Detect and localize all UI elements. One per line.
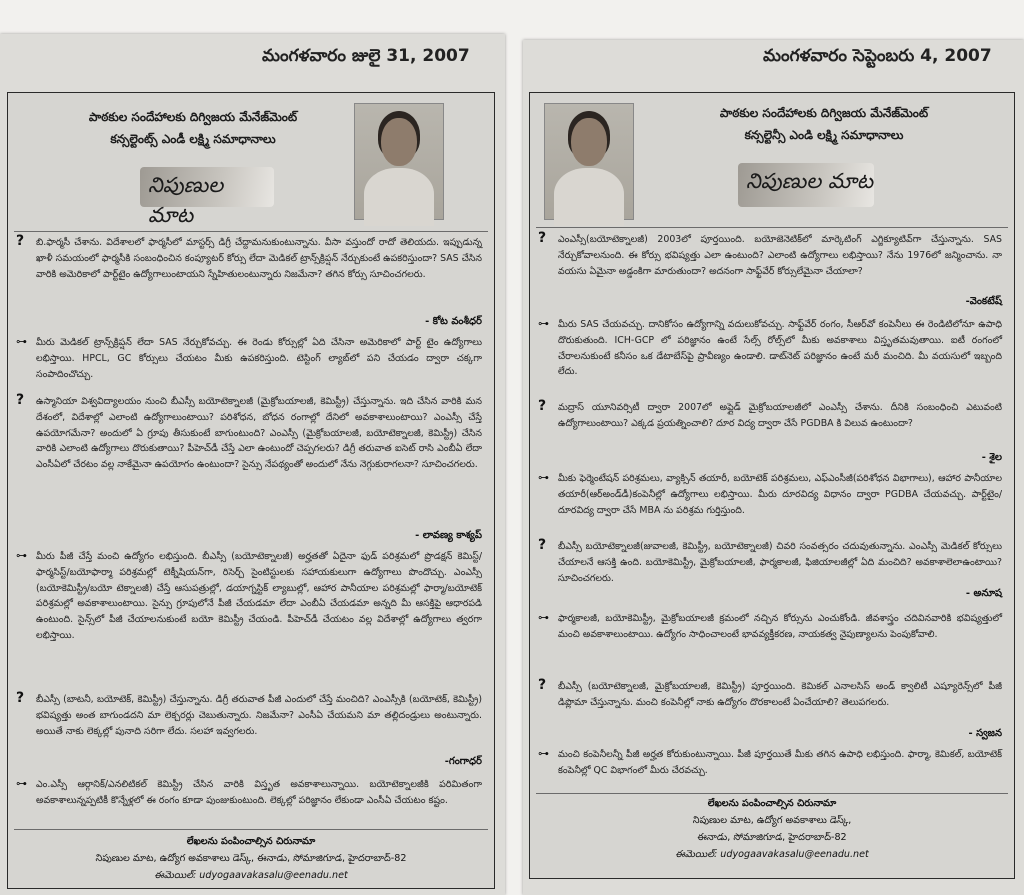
left-footer xyxy=(18,833,484,884)
right-question-4: బీఎస్సీ (బయోటెక్నాలజీ, మైక్రోబయాలజీ, కెమిస్ట్రీ) పూర్తయింది. కెమికల్ ఎనాలసిస్ అండ్ క్వాలిటీ ఎష్యూరెన్స్‌లో పీజీ డిప్లొమా చేస్తున్నాను. మంచి కంపెనీల్లో నాకు ఉద్యోగం దొరకాలంటే ఏంచేయాలి? తెలుపగలరు. xyxy=(558,681,1002,708)
left-title-line1: పాఠకుల సందేహాలకు దిగ్విజయ మేనేజ్‌మెంట్ xyxy=(88,110,298,124)
right-footer-address-2: ఈనాడు, సోమాజిగూడ, హైదరాబాద్-82 xyxy=(697,832,847,843)
left-footer-email: ఈమెయిల్: udyogaavakasalu@eenadu.net xyxy=(154,870,348,881)
right-title-line1: పాఠకుల సందేహాలకు దిగ్విజయ మేనేజ్‌మెంట్ xyxy=(719,106,929,120)
right-answer-1: మీరు SAS చేయవచ్చు. దానికోసం ఉద్యోగాన్ని వదులుకోవచ్చు. సాఫ్ట్‌వేర్ రంగం, సీఆర్‌వో కంపెనీలు ఈ రెండిటిలోనూ ఉపాధి దొరుకుతుంది. ICH-GCP లో పరిజ్ఞానం ఉంటే సేల్స్ రోల్స్‌లో మీకు అవకాశాలు విస్తృతమవుతాయి. ఐటీ రంగంలో చేరాలనుకుంటే కనీసం ఒక డేటాబేస్‌పై ప్రావీణ్యం ఉండాలి. డాట్‌నెట్ పరిజ్ఞానం ఉంటే మరీ మంచిది. మీ వయసులో ఇబ్బంది లేదు. xyxy=(558,319,1002,378)
right-footer-email: ఈమెయిల్: udyogaavakasalu@eenadu.net xyxy=(675,849,869,860)
right-article-box xyxy=(529,92,1015,879)
right-answer-3: ఫార్మకాలజీ, బయోకెమిస్ట్రీ, మైక్రోబయాలజీ క్రమంలో నచ్చిన కోర్సును ఎంచుకోండి. జీవశాస్త్రం చదివినవారికి భవిష్యత్తులో మంచి అవకాశాలుంటాయి. ఉద్యోగం సాధించాలంటే భావవ్యక్తీకరణ, నాయకత్వ నైపుణ్యాలను పెంపుకోవాలి. xyxy=(558,613,1002,640)
question-mark-icon: ? xyxy=(538,230,547,246)
right-logo-text: నిపుణుల మాట xyxy=(746,169,874,193)
question-mark-icon: ? xyxy=(538,537,547,553)
right-footer xyxy=(540,795,1004,863)
right-answer-2: మీకు ఫెర్మెంటేషన్ పరిశ్రమలు, వ్యాక్సిన్ తయారీ, బయోటెక్ పరిశ్రమలు, ఎఫ్ఎంసీజీ(పరిశోధన విభాగాలు), ఆహార పానీయాల తయారీ(ఆర్‌అండ్‌డీ)కంపెనీల్లో ఉద్యోగాలు లభిస్తాయి. మీరు దూరవిద్య విధానం ద్వారా PGDBA చేయవచ్చు. పార్ట్‌టైం/దూరవిద్య ద్వారా చేసే MBA ను పరిశ్రమ గుర్తిస్తుంది. xyxy=(558,473,1002,516)
right-header-divider xyxy=(536,227,1008,228)
question-mark-icon: ? xyxy=(16,233,25,249)
left-dateline: మంగళవారం జులై 31, 2007 xyxy=(262,46,470,66)
right-footer-heading: లేఖలను పంపించాల్సిన చిరునామా xyxy=(707,798,837,809)
right-clipping xyxy=(523,40,1024,895)
left-question-1: బి.ఫార్మసీ చేశాను. విదేశాలలో ఫార్మసీలో మాస్టర్స్ డిగ్రీ చేద్దామనుకుంటున్నాను. వీసా వస్తుందో రాదో తెలియదు. ఇప్పుడున్న ఖాళీ సమయంలో ఫార్మసీకి సంబంధించిన కంప్యూటర్ కోర్సు లేదా మెడికల్ ట్రాన్స్‌క్రిప్షన్ నేర్చుకుంటే ఉపకరిస్తుందా? SAS చేసిన వారికి అమెరికాలో పార్ట్‌టైం ఉద్యోగాలుంటాయని స్నేహితులంటున్నారు నిజమేనా? తగిన కోర్సు సూచించగలరు. xyxy=(36,237,482,280)
left-answer-1: మీరు మెడికల్ ట్రాన్స్‌క్రిప్షన్ లేదా SAS నేర్చుకోవచ్చు. ఈ రెండు కోర్సుల్లో ఏది చేసినా అమెరికాలో పార్ట్ టైం ఉద్యోగాలు లభిస్తాయి. HPCL, GC కోర్సులు చేయటం మీకు ఉపకరిస్తుంది. టెస్టింగ్ ల్యాబ్‌లో పని చేయడం ద్వారా చక్కగా సంపాదించొచ్చు. xyxy=(36,337,482,380)
answer-arrow-icon: ⊶ xyxy=(16,335,27,348)
right-author-photo xyxy=(544,103,634,220)
left-column-logo xyxy=(140,167,274,227)
left-question-3: బీఎస్సీ (బాటనీ, బయోటెక్, కెమిస్ట్రీ) చేస్తున్నాను. డిగ్రీ తరువాత పీజీ ఎందులో చేస్తే మంచిది? ఎంఎస్సీకి (బయోటెక్, కెమిస్ట్రీ) భవిష్యత్తు అంత బాగుండదని మా లెక్చరర్లు చెబుతున్నారు. నిజమేనా? ఎంసీఏ చేయమని మా తల్లిదండ్రులు అంటున్నారు. అయితే నాకు లెక్కల్లో పునాది సరిగా లేదు. సలహా ఇవ్వగలరు. xyxy=(36,694,482,737)
right-question-2: మద్రాస్ యూనివర్సిటీ ద్వారా 2007లో అప్లైడ్ మైక్రోబయాలజీలో ఎంఎస్సీ చేశాను. దీనికి సంబంధించి ఎటువంటి ఉద్యోగాలుంటాయి? ఎక్కడ ప్రయత్నించాలి? దూర విద్య ద్వారా చేసే PGDBA కి విలువ ఉంటుందా? xyxy=(558,402,1002,429)
left-author-photo xyxy=(354,103,444,220)
left-footer-address: నిపుణుల మాట, ఉద్యోగ అవకాశాలు డెస్క్, ఈనాడు, సోమాజిగూడ, హైదరాబాద్-82 xyxy=(95,853,407,864)
answer-arrow-icon: ⊶ xyxy=(16,549,27,562)
left-signature-2: - లావణ్య కాశ్యప్ xyxy=(415,530,482,541)
left-footer-divider xyxy=(14,829,488,830)
right-signature-1: -వెంకటేష్ xyxy=(965,296,1002,307)
left-signature-1: - కోట వంశీధర్ xyxy=(425,316,482,327)
answer-arrow-icon: ⊶ xyxy=(16,777,27,790)
left-logo-text: నిపుణుల మాట xyxy=(148,173,224,227)
right-dateline: మంగళవారం సెప్టెంబరు 4, 2007 xyxy=(763,46,992,66)
left-header-divider xyxy=(14,231,488,232)
answer-arrow-icon: ⊶ xyxy=(538,611,549,624)
left-title-line2: కన్సల్టెంట్స్ ఎండీ లక్ష్మి సమాధానాలు xyxy=(110,132,276,146)
right-signature-4: - స్వజన xyxy=(968,728,1002,739)
left-answer-2: మీరు పీజీ చేస్తే మంచి ఉద్యోగం లభిస్తుంది. బీఎస్సీ (బయోటెక్నాలజీ) అర్హతతో ఏదైనా ఫుడ్ పరిశ్రమలో ప్రొడక్షన్ కెమిస్ట్/ఫార్మసిస్ట్/బయోఫార్మా పరిశ్రమల్లో టెక్నీషియన్‌గా, రిసెర్చ్ సైంటిస్టులకు సహాయకులుగా ఉద్యోగాలు పొందొచ్చు. ఎంఎస్సీ (బయోకెమిస్ట్రీ/బయో టెక్నాలజీ) చేస్తే ఆసుపత్రుల్లో, డయాగ్నస్టిక్ ల్యాబుల్లో, ఆహార పానీయాల పరిశ్రమల్లో ఫార్మా/బయోటెక్ పరిశ్రమల్లో అవకాశాలుంటాయి. సైన్సు గ్రూపులోనే పీజీ చేయడమా లేదా ఎంబీఏ చేయడమా అన్నది మీ ఆసక్తిపై ఆధారపడి ఉంటుంది. సైన్స్‌లో పీజీ చేయాలనుకుంటే బయో కెమిస్ట్రీ చేయండి. పీహెచ్‌డీ చేయటం వల్ల విదేశాల్లో ఉద్యోగాలు త్వరగా లభిస్తాయి. xyxy=(36,551,482,641)
left-question-2: ఉస్మానియా విశ్వవిద్యాలయం నుంచి బీఎస్సీ బయోటెక్నాలజీ (మైక్రోబయాలజీ, కెమిస్ట్రీ) చేస్తున్నాను. ఇది చేసిన వారికి మన దేశంలో, విదేశాల్లో ఎలాంటి ఉద్యోగాలుంటాయి? పరిశోధన, బోధన రంగాల్లో దేనిలో అవకాశాలుంటాయి? ఎంఎస్సీ చేస్తే ఉపయోగమేనా? అందులో ఏ గ్రూపు తీసుకుంటే బాగుంటుంది? ఎంఎస్సీ (మైక్రోబయాలజీ, బయోటెక్నాలజీ, కెమిస్ట్రీ) చేసిన వారికి ఎలాంటి ఉద్యోగాలు దొరుకుతాయి? పీహెచ్‌డీ చేస్తే ఎలా ఉంటుందో చెప్పగలరు? డిగ్రీ తరువాత ఐసెట్ రాసి ఎంబీఏ లేదా ఎంసీఏలో చేరటం వల్ల నాకేమైనా ఉపయోగం ఉంటుందా? సైన్సు నేపథ్యంతో అందులో నేను నెగ్గుకురాగలనా? సూచించగలరు. xyxy=(36,396,482,471)
left-article-box xyxy=(7,92,495,889)
left-answer-3: ఎం.ఎస్సీ ఆర్గానిక్/ఎనలిటికల్ కెమిస్ట్రీ చేసిన వారికి విస్తృత అవకాశాలున్నాయి. బయోటెక్నాలజీకి పరిమితంగా అవకాశాలున్నప్పటికీ కొన్నేళ్లలో ఈ రంగం కూడా పుంజుకుంటుంది. లెక్కల్లో పరిజ్ఞానం లేకుండా ఎంసీఏ చేయటం కష్టం. xyxy=(36,779,482,806)
right-column-logo xyxy=(738,163,874,207)
answer-arrow-icon: ⊶ xyxy=(538,747,549,760)
right-question-3: బీఎస్సీ బయోటెక్నాలజీ(జువాలజీ, కెమిస్ట్రీ, బయోటెక్నాలజీ) చివరి సంవత్సరం చదువుతున్నాను. ఎంఎస్సీ మెడికల్ కోర్సులు చేయాలనే ఆసక్తి ఉంది. బయోకెమిస్ట్రీ, మైక్రోబయాలజీ, ఫార్మకాలజీ, ఫిజియాలజీల్లో ఏది మంచిది? అవకాశాలెలాఉంటాయి? సూచించగలరు. xyxy=(558,541,1002,584)
left-clipping xyxy=(0,34,505,895)
question-mark-icon: ? xyxy=(538,398,547,414)
right-footer-divider xyxy=(536,793,1008,794)
right-title-line2: కన్సల్టెన్సీ ఎండి లక్ష్మి సమాధానాలు xyxy=(744,128,904,142)
right-signature-2: - శైల xyxy=(981,452,1002,463)
left-signature-3: -గంగాధర్ xyxy=(444,756,482,767)
question-mark-icon: ? xyxy=(16,392,25,408)
answer-arrow-icon: ⊶ xyxy=(538,471,549,484)
right-question-1: ఎంఎస్సీ(బయోటెక్నాలజీ) 2003లో పూర్తయింది. బయోజెనెటిక్‌లో మార్కెటింగ్ ఎగ్జిక్యూటివ్‌గా చేస్తున్నాను. SAS నేర్చుకోవాలనుంది. ఈ కోర్సు భవిష్యత్తు ఎలా ఉంటుంది? ఎలాంటి ఉద్యోగాలు లభిస్తాయి? నేను 1976లో జన్మించాను. నా వయసు ఏమైనా అడ్డంకిగా మారుతుందా? అదనంగా సాఫ్ట్‌వేర్ కోర్సులేమైనా చేయాలా? xyxy=(558,234,1002,277)
answer-arrow-icon: ⊶ xyxy=(538,317,549,330)
question-mark-icon: ? xyxy=(538,677,547,693)
right-answer-4: మంచి కంపెనీలన్నీ పీజీ అర్హత కోరుకుంటున్నాయి. పీజీ పూర్తయితే మీకు తగిన ఉపాధి లభిస్తుంది. ఫార్మా, కెమికల్, బయోటెక్ కంపెనీల్లో QC విభాగంలో మీరు చేరవచ్చు. xyxy=(558,749,1002,776)
question-mark-icon: ? xyxy=(16,690,25,706)
right-signature-3: - అనూష xyxy=(965,588,1002,599)
left-footer-heading: లేఖలను పంపించాల్సిన చిరునామా xyxy=(186,836,316,847)
right-footer-address-1: నిపుణుల మాట, ఉద్యోగ అవకాశాలు డెస్క్, xyxy=(692,815,852,826)
